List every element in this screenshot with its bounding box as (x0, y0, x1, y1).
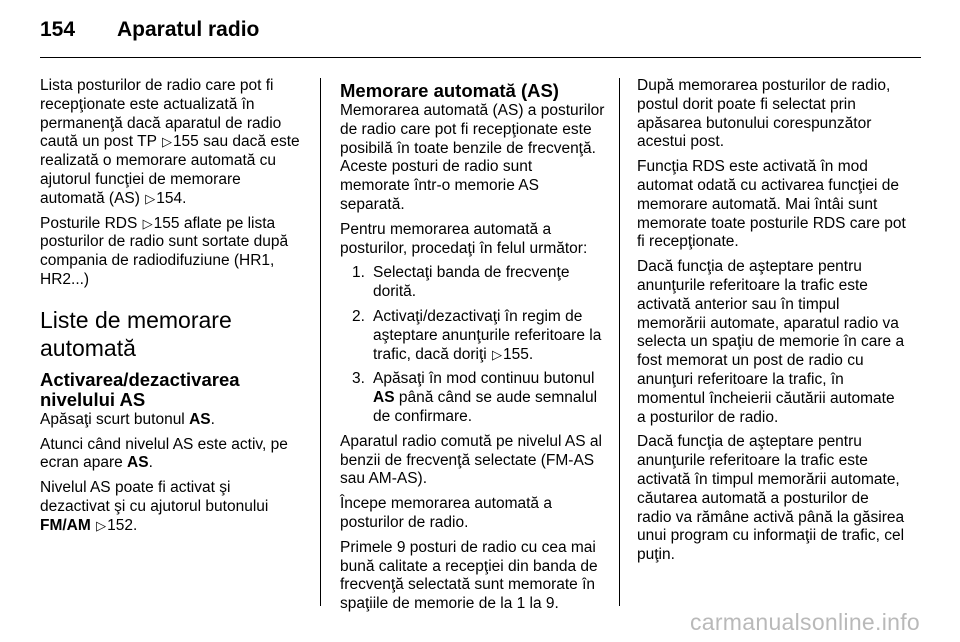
page-ref-arrow-icon: ▷ (96, 517, 107, 533)
column-2 (340, 81, 606, 620)
paragraph: Pentru memorarea automată a posturilor, procedaţi în felul următor: (340, 220, 588, 257)
paragraph: Apăsaţi scurt butonul AS. (40, 410, 215, 428)
paragraph: Nivelul AS poate fi activat şi dezactivat şi cu ajutorul butonului FM/AM ▷152. (40, 479, 269, 534)
list-item: 3. Apăsaţi în mod continuu butonul AS până când se aude semnalul de confirmare. (352, 370, 598, 425)
paragraph: Funcţia RDS este activată în mod automat odată cu activarea funcţiei de memorare automată. Mai întâi sunt memorate toate posturile RDS care pot fi recepţionate. (637, 158, 906, 251)
page-ref[interactable]: 155 (153, 214, 180, 232)
subsection-heading: Memorare automată (AS) (340, 80, 559, 101)
subsection-heading: Activarea/dezactivarea nivelului AS (40, 368, 240, 410)
paragraph: Primele 9 posturi de radio cu cea mai bună calitate a recepţiei din banda de frecvenţă selectată sunt memorate în spaţiile de memorie de la 1 la 9. (340, 538, 598, 613)
paragraph: Dacă funcţia de aşteptare pentru anunţurile referitoare la trafic este activată în timpul memorării automate, căutarea automată a posturilor de radio va rămâne activă până la găsirea unui program cu informaţii de trafic, cel puţin. (637, 433, 905, 564)
page-ref[interactable]: 152. (107, 516, 138, 534)
page-ref-arrow-icon: ▷ (492, 346, 503, 362)
paragraph: Atunci când nivelul AS este activ, pe ecran apare AS. (40, 435, 288, 472)
page-ref-arrow-icon: ▷ (142, 215, 153, 231)
page-ref[interactable]: 154. (156, 189, 187, 207)
column-divider-1 (320, 78, 321, 606)
paragraph: Posturile RDS ▷155 aflate pe lista posturilor de radio sunt sortate după compania de radiodifuziune (HR1, HR2...) (40, 214, 289, 288)
page-number: 154 (40, 18, 76, 41)
paragraph: Lista posturilor de radio care pot fi recepţionate este actualizată în permanenţă dacă aparatul de radio caută un post TP ▷155 sau dacă este realizată o memorare automată cu ajutorul funcţiei de memorare automată (AS) ▷154. (40, 77, 300, 207)
header-rule (40, 57, 921, 58)
paragraph: Memorarea automată (AS) a posturilor de radio care pot fi recepţionate este posibilă în toate benzile de frecvenţă. Aceste posturi de radio sunt memorate într-o memorie AS separată. (340, 102, 605, 213)
paragraph: Începe memorarea automată a posturilor de radio. (340, 495, 552, 531)
page-ref-arrow-icon: ▷ (145, 190, 156, 206)
page-title: Aparatul radio (117, 18, 260, 41)
watermark: carmanualsonline.info (689, 609, 920, 635)
page-ref[interactable]: 155 (172, 133, 199, 151)
column-divider-2 (619, 78, 620, 606)
list-item: 1. Selectaţi banda de frecvenţe dorită. (352, 264, 570, 301)
section-heading: Liste de memorare automată (40, 306, 232, 361)
steps-list (340, 264, 606, 426)
paragraph: Aparatul radio comută pe nivelul AS al benzii de frecvenţă selectate (FM-AS sau AM-AS). (340, 432, 602, 488)
column-3 (637, 77, 907, 571)
page-ref[interactable]: 155. (503, 345, 534, 363)
paragraph: După memorarea posturilor de radio, postul dorit poate fi selectat prin apăsarea butonului corespunzător acestui post. (637, 77, 891, 151)
list-item: 2. Activaţi/dezactivaţi în regim de aşteptare anunţurile referitoare la trafic, dacă doriţi ▷155. (352, 307, 602, 363)
paragraph: Dacă funcţia de aşteptare pentru anunţurile referitoare la trafic este activată anterior sau în timpul memorării automate, aparatul radio va selecta un spaţiu de memorie în care a fost memorat un post de radio cu anunţuri referitoare la trafic, în momentul încheierii căutării automate a posturilor de radio. (637, 258, 905, 426)
page-ref-arrow-icon: ▷ (161, 134, 172, 150)
column-1 (40, 77, 304, 542)
